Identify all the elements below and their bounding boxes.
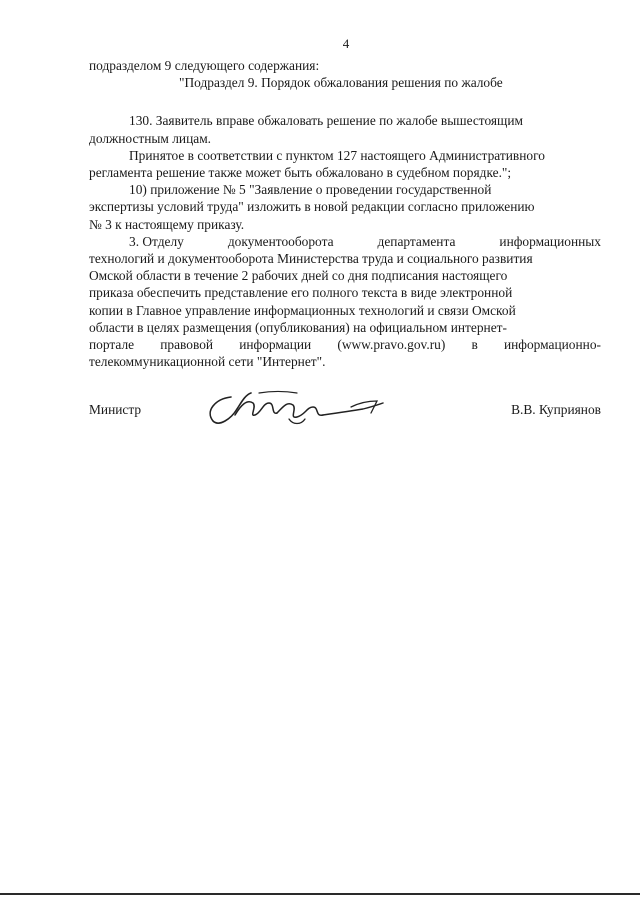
word: в (471, 337, 478, 353)
item-3-line-6: области в целях размещения (опубликования) на официальном интернет- (89, 319, 507, 335)
paragraph-127-line-1: Принятое в соответствии с пунктом 127 настоящего Административного (129, 147, 545, 163)
word: информационных (499, 233, 601, 249)
item-3-line-2: технологий и документооборота Министерства труда и социального развития (89, 251, 533, 267)
item-10-line-1: 10) приложение № 5 "Заявление о проведении государственной (129, 182, 492, 198)
paragraph-130-line-1: 130. Заявитель вправе обжаловать решение по жалобе вышестоящим (129, 113, 524, 129)
handwritten-signature (201, 385, 386, 435)
item-3-line-1 (89, 233, 601, 250)
word: информации (239, 337, 312, 353)
text-line: подразделом 9 следующего содержания: (89, 58, 320, 73)
item-10-line-2: экспертизы условий труда" изложить в новой редакции согласно приложению (89, 199, 535, 215)
document-body (89, 57, 601, 370)
word: документооборота (227, 233, 334, 249)
paragraph-gap (89, 91, 601, 112)
word: (www.pravo.gov.ru) (337, 337, 446, 353)
word: информационно- (503, 337, 601, 353)
word: правовой (160, 337, 214, 353)
item-3-line-5: копии в Главное управление информационных технологий и связи Омской (89, 302, 516, 318)
item-10-line-3: № 3 к настоящему приказу. (89, 216, 245, 232)
signature-block (89, 385, 601, 435)
word: департамента (377, 233, 456, 249)
item-3-line-4: приказа обеспечить представление его полного текста в виде электронной (89, 285, 513, 301)
item-3-line-8: телекоммуникационной сети "Интернет". (89, 354, 326, 370)
subsection-heading: "Подраздел 9. Порядок обжалования решения по жалобе (179, 75, 503, 91)
paragraph-127-line-2: регламента решение также может быть обжаловано в судебном порядке."; (89, 165, 512, 181)
paragraph-130-line-2: должностным лицам. (89, 130, 212, 146)
word: 3. Отделу (129, 233, 184, 249)
word: портале (89, 337, 135, 353)
signer-name: В.В. Куприянов (511, 402, 601, 417)
signer-title: Министр (89, 402, 142, 417)
item-3-line-7 (89, 336, 601, 353)
scan-edge-line (0, 893, 640, 895)
item-3-line-3: Омской области в течение 2 рабочих дней со дня подписания настоящего (89, 268, 508, 284)
page-number: 4 (342, 36, 350, 51)
